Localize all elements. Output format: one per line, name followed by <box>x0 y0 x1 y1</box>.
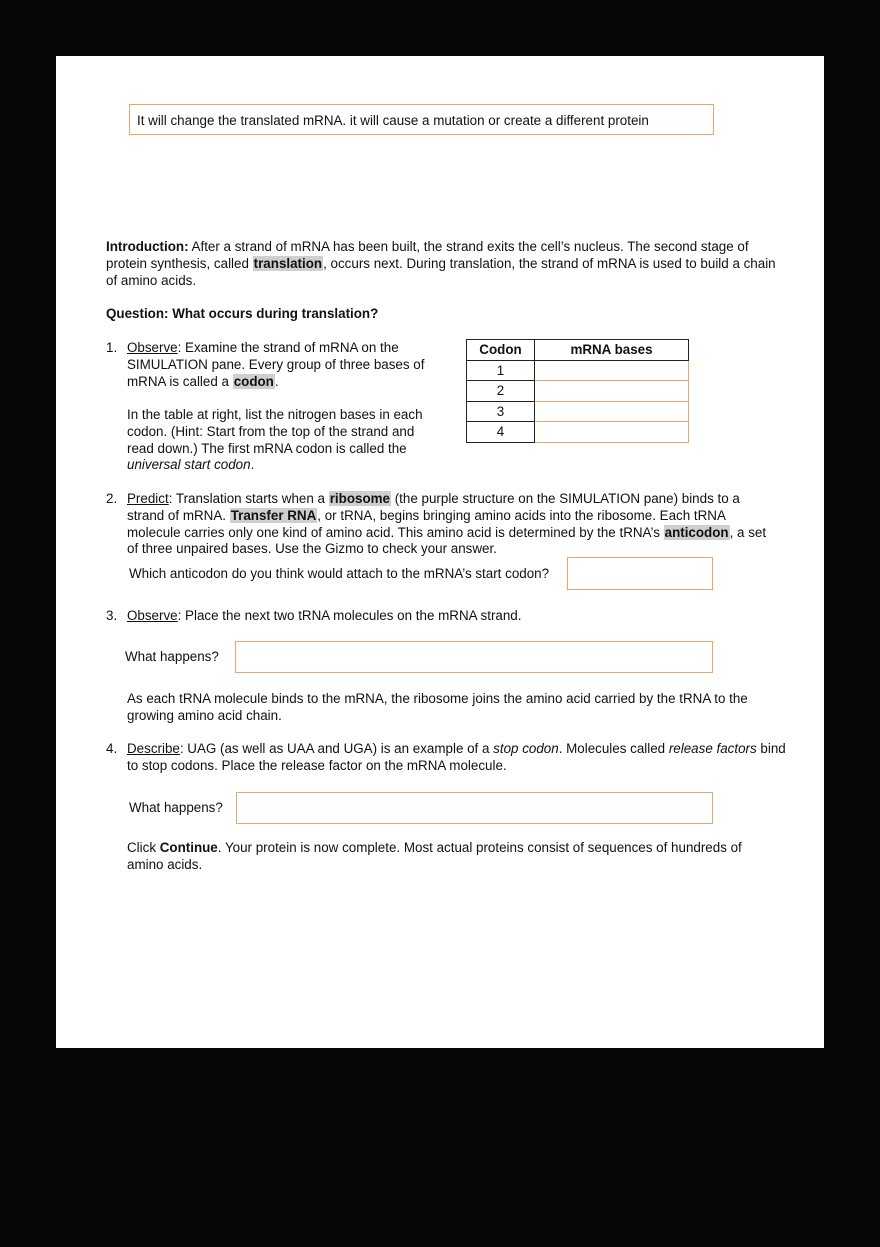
codon-number: 2 <box>467 381 535 402</box>
term-anticodon: anticodon <box>664 524 729 540</box>
introduction-paragraph: Introduction: After a strand of mRNA has been built, the strand exits the cell’s nucleus. The second stage of protein synthesis, called translation, occurs next. During translation, the strand of mRNA is used to build a chain of amino acids. <box>106 239 776 288</box>
previous-answer-text: It will change the translated mRNA. it will cause a mutation or create a different protein <box>137 113 649 128</box>
introduction-label: Introduction: <box>106 239 189 254</box>
term-codon: codon <box>233 373 274 389</box>
q3-answer-box[interactable] <box>235 641 713 673</box>
q2-paragraph: Predict: Translation starts when a ribosome (the purple structure on the SIMULATION pane) binds to a strand of mRNA. Transfer RNA, or tRNA, begins bringing amino acids into the ribosome. Each tRNA molecule carries only one kind of amino acid. This amino acid is determined by the tRNA’s anticodon, a set of three unpaired bases. Use the Gizmo to check your answer. <box>127 491 767 557</box>
q4-answer-box[interactable] <box>236 792 713 824</box>
q3-followup: As each tRNA molecule binds to the mRNA, the ribosome joins the amino acid carried by the tRNA to the growing amino acid chain. <box>127 691 748 723</box>
q4-followup: Click Continue. Your protein is now complete. Most actual proteins consist of sequences of hundreds of amino acids. <box>127 840 742 872</box>
continue-label: Continue <box>159 840 218 855</box>
mrna-bases-input[interactable] <box>535 401 689 422</box>
q2-prompt: Which anticodon do you think would attach to the mRNA’s start codon? <box>129 566 550 581</box>
q1-instructions: In the table at right, list the nitrogen bases in each codon. (Hint: Start from the top of the strand and read down.) The first mRNA codon is called the universal start codon. <box>127 407 423 473</box>
codon-number: 3 <box>467 401 535 422</box>
codon-number: 1 <box>467 360 535 381</box>
table-row <box>467 381 689 402</box>
q1-verb: Observe <box>127 340 178 355</box>
term-translation: translation <box>253 255 323 271</box>
q1-number: 1. <box>106 340 118 355</box>
q3-paragraph: Observe: Place the next two tRNA molecules on the mRNA strand. <box>127 608 522 623</box>
q1-paragraph: Observe: Examine the strand of mRNA on the SIMULATION pane. Every group of three bases of mRNA is called a codon. <box>127 340 425 389</box>
mrna-bases-input[interactable] <box>535 422 689 443</box>
term-ribosome: ribosome <box>329 491 390 506</box>
q4-prompt: What happens? <box>129 800 223 815</box>
document-page <box>56 56 824 1048</box>
codon-table-header <box>467 340 689 361</box>
q2-number: 2. <box>106 491 118 506</box>
table-row <box>467 360 689 381</box>
q2-verb: Predict <box>127 491 169 506</box>
header-mrna-bases: mRNA bases <box>535 340 689 361</box>
table-row <box>467 422 689 443</box>
header-codon: Codon <box>467 340 535 361</box>
q3-number: 3. <box>106 608 118 623</box>
question-heading: Question: What occurs during translation? <box>106 306 379 321</box>
q3-verb: Observe <box>127 608 178 623</box>
q4-number: 4. <box>106 741 118 756</box>
q4-verb: Describe <box>127 741 180 756</box>
codon-table <box>466 339 689 443</box>
mrna-bases-input[interactable] <box>535 381 689 402</box>
q2-answer-box[interactable] <box>567 557 713 590</box>
q3-prompt: What happens? <box>125 649 219 664</box>
codon-number: 4 <box>467 422 535 443</box>
q4-paragraph: Describe: UAG (as well as UAA and UGA) is an example of a stop codon. Molecules called release factors bind to stop codons. Place the release factor on the mRNA molecule. <box>127 741 786 773</box>
mrna-bases-input[interactable] <box>535 360 689 381</box>
term-transfer-rna: Transfer RNA <box>230 507 317 523</box>
table-row <box>467 401 689 422</box>
previous-answer-box[interactable] <box>129 104 714 135</box>
